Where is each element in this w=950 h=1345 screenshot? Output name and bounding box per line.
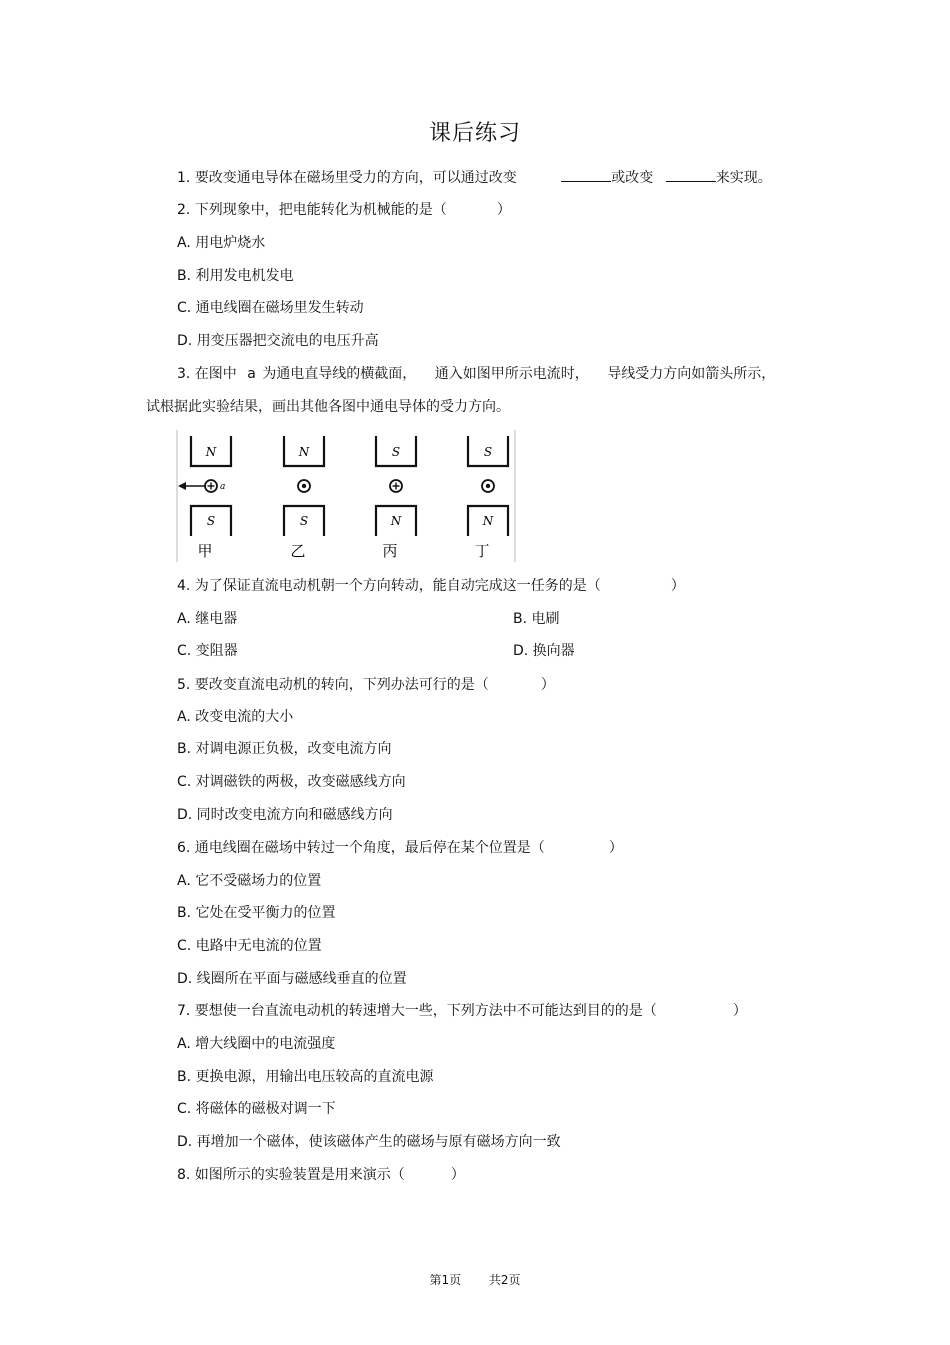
q7-close-paren: ） — [732, 1003, 747, 1019]
magnet-panel-2 — [284, 436, 324, 560]
q3-text-d: 通入如图甲所示电流时， — [434, 366, 589, 382]
q2-option-c: C. 通电线圈在磁场里发生转动 — [177, 300, 364, 316]
panel-label: 丁 — [474, 542, 490, 560]
top-pole-label: S — [391, 445, 401, 459]
q6-stem-text: 6. 通电线圈在磁场中转过一个角度，最后停在某个位置是（ — [177, 840, 545, 856]
question-3-line-2: 试根据此实验结果，画出其他各图中通电导体的受力方向。 — [146, 399, 510, 415]
bottom-pole-label: S — [206, 514, 216, 528]
q7-option-d: D. 再增加一个磁体，使该磁体产生的磁场与原有磁场方向一致 — [177, 1134, 561, 1150]
q5-stem-text: 5. 要改变直流电动机的转向，下列办法可行的是（ — [177, 677, 489, 693]
current-out-of-page-dot — [486, 484, 490, 488]
question-3-line-1 — [177, 364, 775, 384]
bottom-pole-label: N — [390, 514, 402, 528]
q2-close-paren: ） — [496, 202, 511, 218]
magnet-panel-4 — [468, 436, 508, 560]
q5-option-a: A. 改变电流的大小 — [177, 709, 294, 725]
q1-number: 1. — [177, 170, 191, 186]
q2-option-a: A. 用电炉烧水 — [177, 235, 266, 251]
force-arrow-head — [178, 482, 186, 490]
q4-option-d: D. 换向器 — [513, 643, 575, 659]
magnet-panel-1 — [178, 436, 231, 560]
q1-text-c: 来实现。 — [715, 170, 772, 186]
panel-label: 乙 — [290, 542, 306, 560]
q2-option-d: D. 用变压器把交流电的电压升高 — [177, 333, 379, 349]
question-6-stem — [177, 838, 623, 858]
magnet-panel-3 — [376, 436, 416, 560]
q5-close-paren: ） — [540, 677, 555, 693]
q4-stem-text: 4. 为了保证直流电动机朝一个方向转动，能自动完成这一任务的是（ — [177, 578, 601, 594]
q5-option-b: B. 对调电源正负极，改变电流方向 — [177, 741, 392, 757]
q4-option-a: A. 继电器 — [177, 611, 238, 627]
question-4-stem — [177, 576, 685, 596]
page-title: 课后练习 — [428, 121, 521, 146]
q4-close-paren: ） — [670, 578, 685, 594]
q5-option-d: D. 同时改变电流方向和磁感线方向 — [177, 807, 393, 823]
q6-option-d: D. 线圈所在平面与磁感线垂直的位置 — [177, 971, 407, 987]
q7-option-a: A. 增大线圈中的电流强度 — [177, 1036, 336, 1052]
conductor-label: a — [220, 482, 226, 492]
q6-close-paren: ） — [608, 840, 623, 856]
top-pole-label: N — [298, 445, 310, 459]
q2-stem-text: 2. 下列现象中，把电能转化为机械能的是（ — [177, 202, 447, 218]
q1-blank-2[interactable] — [666, 167, 716, 182]
question-2-stem — [177, 200, 511, 220]
q1-blank-1[interactable] — [561, 167, 611, 182]
q1-text-b: 或改变 — [611, 170, 654, 186]
q7-option-c: C. 将磁体的磁极对调一下 — [177, 1101, 336, 1117]
q6-option-c: C. 电路中无电流的位置 — [177, 938, 322, 954]
top-pole-label: N — [205, 445, 217, 459]
q6-option-b: B. 它处在受平衡力的位置 — [177, 905, 336, 921]
q7-option-b: B. 更换电源，用输出电压较高的直流电源 — [177, 1069, 434, 1085]
q3-text-e: 导线受力方向如箭头所示， — [607, 366, 776, 382]
panel-label: 甲 — [197, 542, 213, 560]
current-out-of-page-dot — [302, 484, 306, 488]
footer-page-number: 第1页 — [429, 1273, 462, 1287]
question-5-stem — [177, 675, 555, 695]
q3-text-c: 为通电直导线的横截面， — [262, 366, 417, 382]
panel-label: 丙 — [382, 542, 398, 560]
top-pole-label: S — [483, 445, 493, 459]
q1-text-a: 要改变通电导体在磁场里受力的方向，可以通过改变 — [194, 170, 517, 186]
question-7-stem — [177, 1001, 747, 1021]
q3-text-a: 3. 在图中 — [177, 366, 237, 382]
bottom-pole-label: S — [299, 514, 309, 528]
q2-option-b: B. 利用发电机发电 — [177, 268, 294, 284]
q4-option-b: B. 电刷 — [513, 611, 560, 627]
page-footer — [0, 1271, 950, 1288]
q7-stem-text: 7. 要想使一台直流电动机的转速增大一些，下列方法中不可能达到目的的是（ — [177, 1003, 657, 1019]
q6-option-a: A. 它不受磁场力的位置 — [177, 873, 322, 889]
q8-close-paren: ） — [450, 1167, 465, 1183]
bottom-pole-label: N — [482, 514, 494, 528]
magnet-figure — [175, 428, 520, 568]
footer-total-pages: 共2页 — [488, 1273, 521, 1287]
q3-text-b: a — [247, 366, 256, 382]
question-8-stem — [177, 1165, 465, 1185]
q4-option-c: C. 变阻器 — [177, 643, 238, 659]
q5-option-c: C. 对调磁铁的两极，改变磁感线方向 — [177, 774, 406, 790]
question-1 — [177, 167, 772, 188]
q8-stem-text: 8. 如图所示的实验装置是用来演示（ — [177, 1167, 405, 1183]
